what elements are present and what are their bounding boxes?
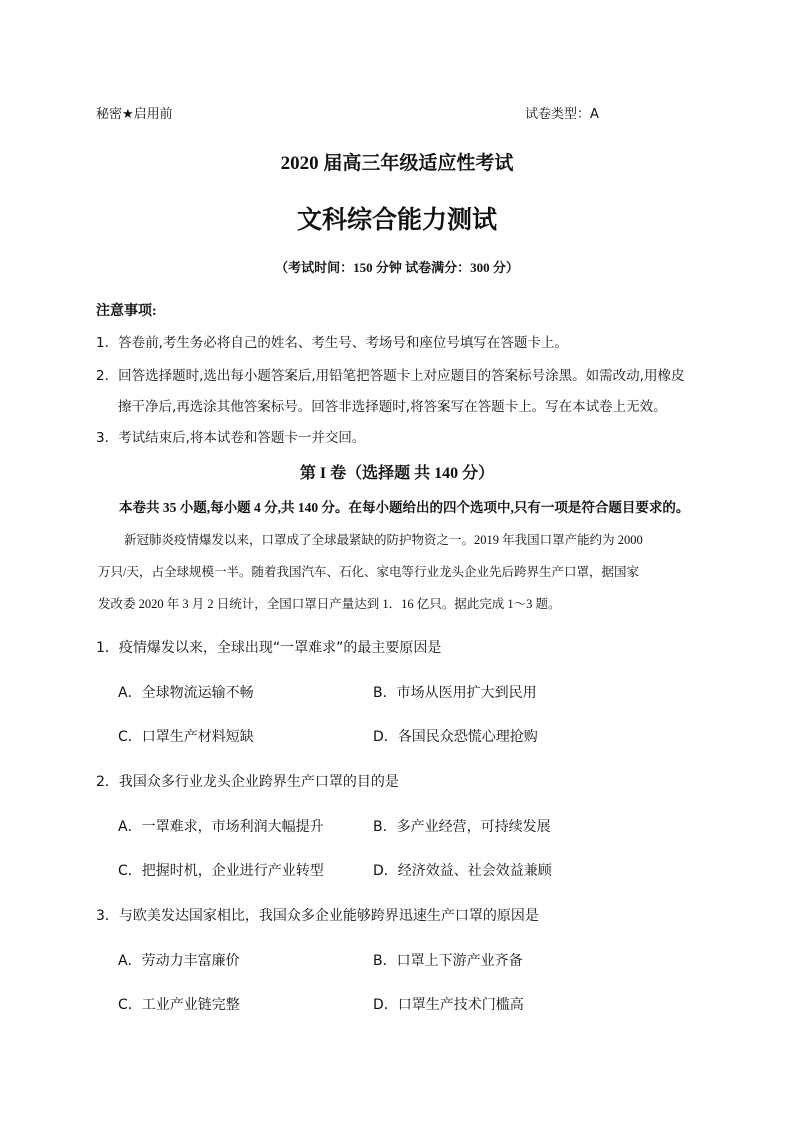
question-2-stem: 2．我国众多行业龙头企业跨界生产口罩的目的是	[96, 774, 399, 790]
notice-item-2-cont: 擦干净后,再选涂其他答案标号。回答非选择题时,将答案写在答题卡上。写在本试卷上无效。	[118, 399, 667, 415]
passage-line-1: 新冠肺炎疫情爆发以来，口罩成了全球最紧缺的防护物资之一。2019 年我国口罩产能约为 2000	[124, 533, 643, 547]
question-2-option-c: C．把握时机，企业进行产业转型	[118, 863, 324, 879]
question-2-option-a: A．一罩难求，市场利润大幅提升	[118, 819, 324, 835]
exam-info: （考试时间：150 分钟 试卷满分：300 分）	[275, 260, 519, 275]
question-3-option-c: C．工业产业链完整	[118, 997, 240, 1013]
question-3-stem: 3．与欧美发达国家相比，我国众多企业能够跨界迅速生产口罩的原因是	[96, 908, 539, 924]
notice-item-1: 1．答卷前,考生务必将自己的姓名、考生号、考场号和座位号填写在答题卡上。	[96, 335, 568, 351]
question-1-option-b: B．市场从医用扩大到民用	[373, 685, 537, 701]
notice-heading: 注意事项:	[96, 304, 157, 319]
question-3-option-d: D．口罩生产技术门槛高	[373, 997, 524, 1013]
confidential-label: 秘密★启用前	[96, 107, 173, 122]
exam-title: 2020 届高三年级适应性考试	[280, 153, 514, 174]
question-1-option-d: D．各国民众恐慌心理抢购	[373, 729, 538, 745]
section-instruction: 本卷共 35 小题,每小题 4 分,共 140 分。在每小题给出的四个选项中,只有一项是符合题目要求的。	[119, 500, 690, 515]
question-1-option-a: A．全球物流运输不畅	[118, 685, 254, 701]
notice-item-3: 3．考试结束后,将本试卷和答题卡一并交回。	[96, 430, 366, 446]
paper-type-label: 试卷类型：A	[525, 107, 599, 122]
subject-title: 文科综合能力测试	[296, 207, 497, 234]
section-title: 第 I 卷（选择题 共 140 分）	[299, 465, 495, 482]
question-1-option-c: C．口罩生产材料短缺	[118, 729, 254, 745]
question-2-option-b: B．多产业经营，可持续发展	[373, 819, 551, 835]
question-3-option-a: A．劳动力丰富廉价	[118, 953, 240, 969]
question-2-option-d: D．经济效益、社会效益兼顾	[373, 863, 552, 879]
question-1-stem: 1．疫情爆发以来，全球出现“一罩难求”的最主要原因是	[96, 640, 442, 656]
passage-line-2: 万只/天，占全球规模一半。随着我国汽车、石化、家电等行业龙头企业先后跨界生产口罩，据国家	[98, 565, 639, 579]
notice-item-2: 2．回答选择题时,选出每小题答案后,用铅笔把答题卡上对应题目的答案标号涂黑。如需改动,用橡皮	[96, 368, 685, 384]
passage-line-3: 发改委 2020 年 3 月 2 日统计，全国口罩日产量达到 1．16 亿只。据此完成 1～3 题。	[98, 597, 561, 611]
question-3-option-b: B．口罩上下游产业齐备	[373, 953, 523, 969]
